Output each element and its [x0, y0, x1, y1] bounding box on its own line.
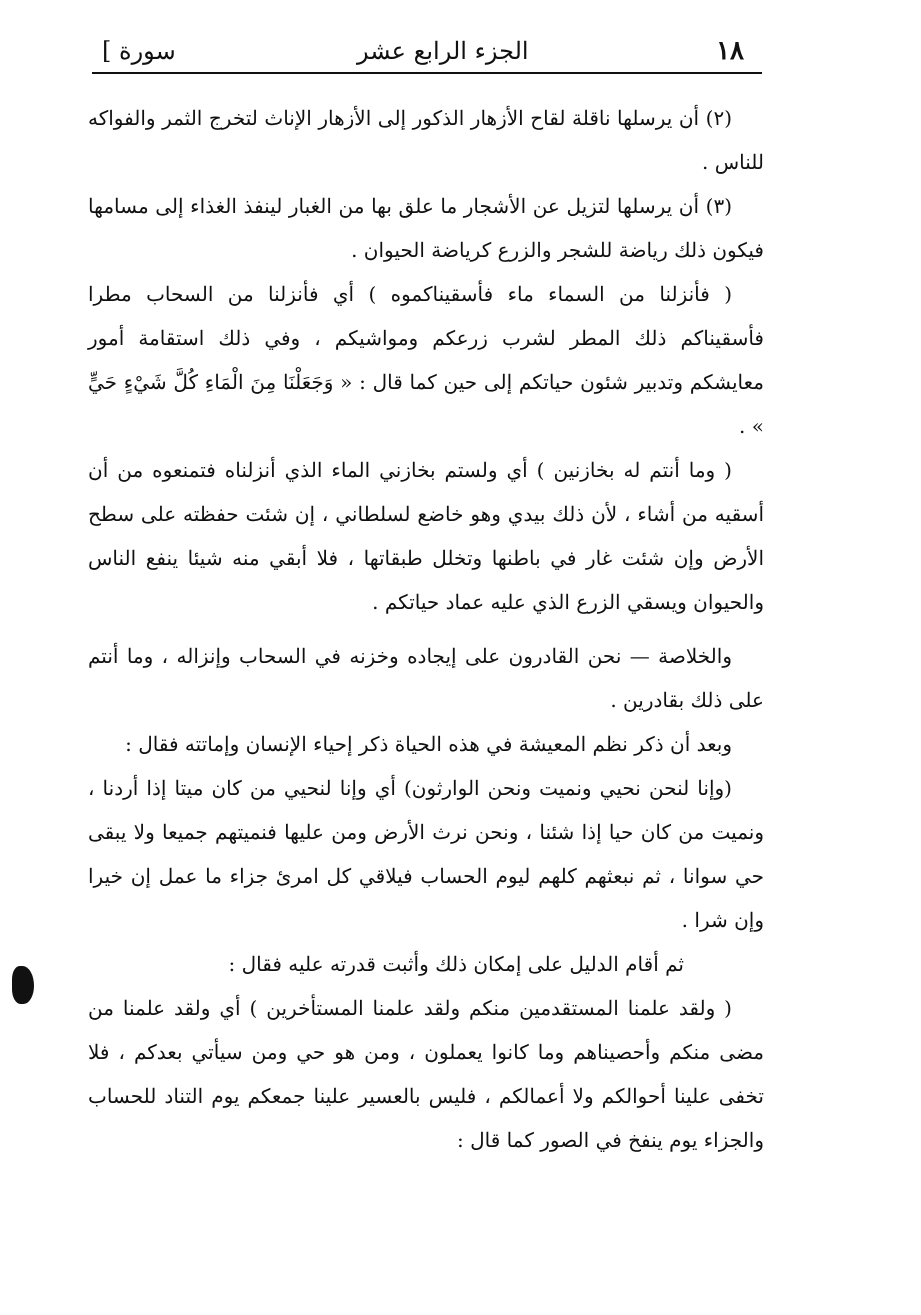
paragraph: (وإنا لنحن نحيي ونميت ونحن الوارثون) أي وإنا لنحيي من كان ميتا إذا أردنا ، ونميت من كان حيا إذا شئنا ، ونحن نرث الأرض ومن عليها فنميتهم جميعا ولا يبقى حي سوانا ، ثم نبعثهم كلهم ليوم الحساب فيلاقي كل امرئ جزاء ما عمل إن خيرا وإن شرا . [88, 776, 765, 932]
paragraph: (٢) أن يرسلها ناقلة لقاح الأزهار الذكور إلى الأزهار الإناث لتخرج الثمر والفواكه للناس . [88, 106, 764, 174]
paragraph: ( وما أنتم له بخازنين ) أي ولستم بخازني الماء الذي أنزلناه فتمنعوه من أن أسقيه من أشاء ، لأن ذلك بيدي وهو خاضع لسلطاني ، إن شئت حفظته على سطح الأرض وإن شئت غار في باطنها وتخلل طبقاتها ، فلا أبقي منه شيئا ينفع الناس والحيوان ويسقي الزرع الذي عليه عماد حياتكم . [88, 458, 764, 614]
part-title: الجزء الرابع عشر [357, 37, 529, 65]
running-header [92, 28, 762, 74]
body-text [88, 96, 764, 1162]
paragraph: (٣) أن يرسلها لتزيل عن الأشجار ما علق بها من الغبار لينفذ الغذاء إلى مسامها فيكون ذلك رياضة للشجر والزرع كرياضة الحيوان . [88, 194, 764, 262]
surah-heading: [ سورة [102, 37, 176, 65]
paragraph: ( ولقد علمنا المستقدمين منكم ولقد علمنا المستأخرين ) أي ولقد علمنا من مضى منكم وأحصيناهم وما كانوا يعملون ، ومن هو حي ومن سيأتي بعدكم ، فلا تخفى علينا أحوالكم ولا أعمالكم ، فليس بالعسير علينا جمعكم يوم التناد للحساب والجزاء يوم ينفخ في الصور كما قال : [88, 996, 764, 1152]
paragraph: وبعد أن ذكر نظم المعيشة في هذه الحياة ذكر إحياء الإنسان وإماتته فقال : [125, 732, 732, 756]
paragraph: ( فأنزلنا من السماء ماء فأسقيناكموه ) أي فأنزلنا من السحاب مطرا فأسقيناكم ذلك المطر لشرب زرعكم ومواشيكم ، وفي ذلك استقامة أمور معايشكم وتدبير شئون حياتكم إلى حين كما قال : « وَجَعَلْنَا مِنَ الْمَاءِ كُلَّ شَيْءٍ حَيٍّ » . [88, 282, 764, 438]
ink-blot-mark [12, 966, 34, 1004]
paragraph: والخلاصة — نحن القادرون على إيجاده وخزنه في السحاب وإنزاله ، وما أنتم على ذلك بقادرين . [88, 644, 764, 712]
paragraph: ثم أقام الدليل على إمكان ذلك وأثبت قدرته عليه فقال : [228, 952, 684, 976]
page-number: ١٨ [716, 36, 744, 66]
